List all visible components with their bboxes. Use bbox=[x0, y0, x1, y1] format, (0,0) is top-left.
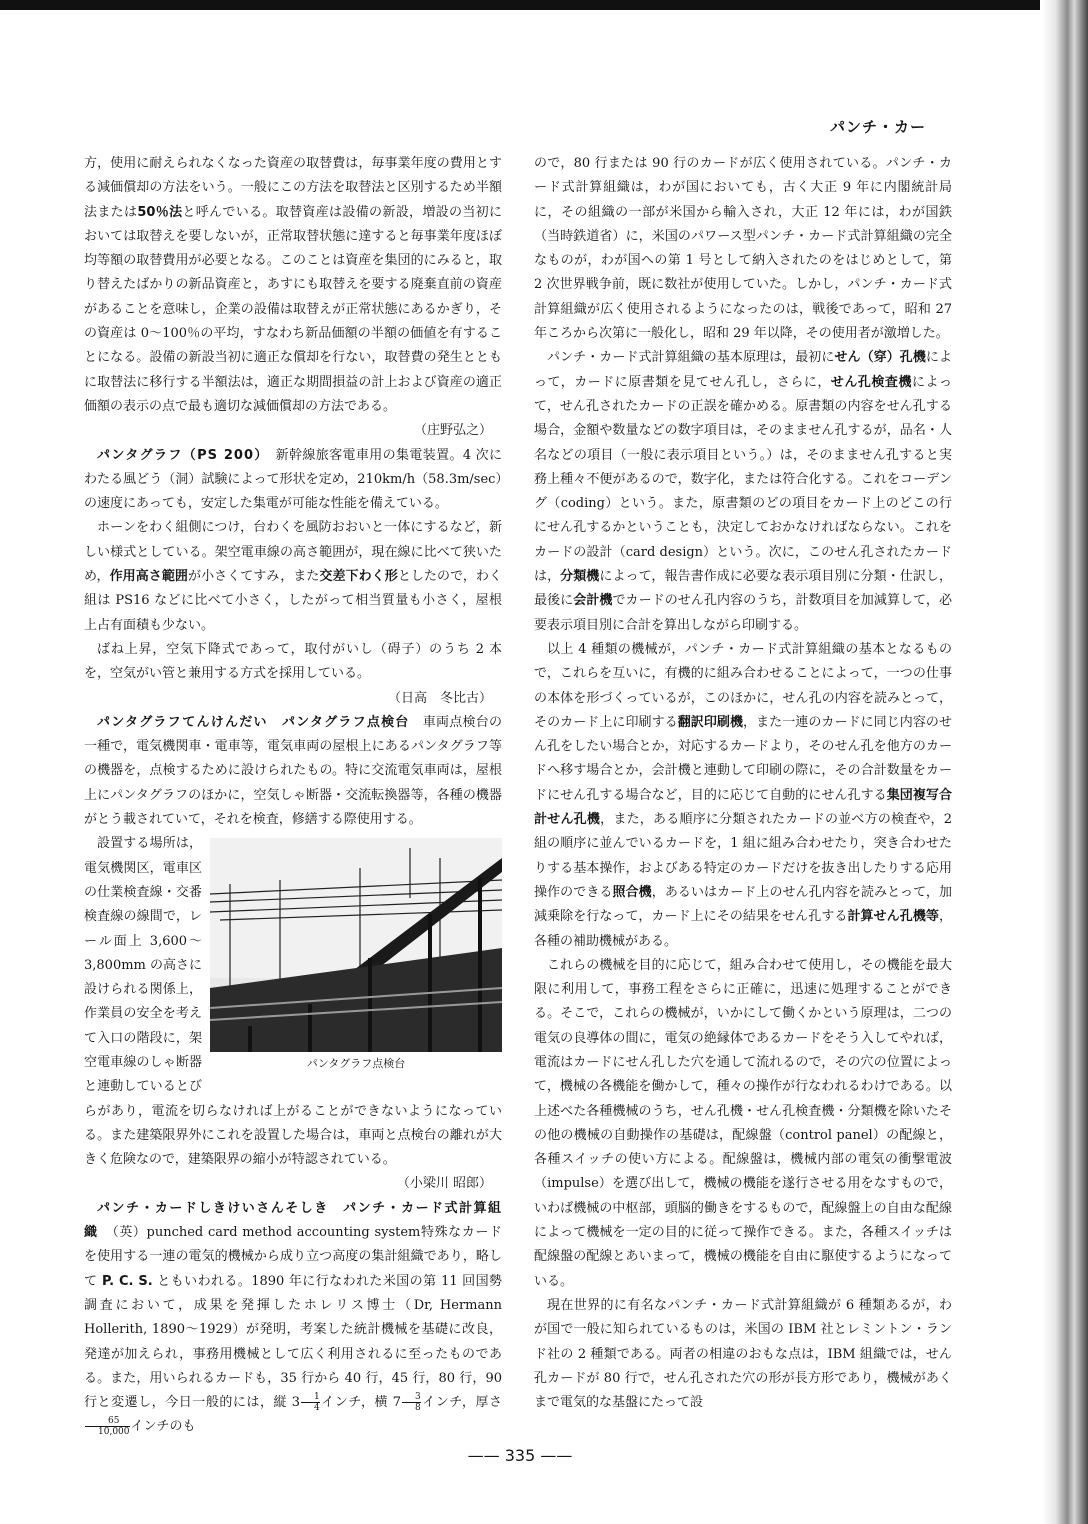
paragraph: ホーンをわく組側につけ，台わくを風防おおいと一体にするなど，新しい様式としている。架空電車線の高さ範囲が，現在線に比べて狭いため，作用高さ範囲が小さくてすみ，また交差下わく形としたので，わく組は PS16 などに比べて小さく，したがって相当質量も小さく，屋根上占有面積も少ない。 bbox=[84, 520, 502, 633]
paragraph: パンチ・カード式計算組織の基本原理は，最初にせん（穿）孔機によって，カードに原書類を見てせん孔し，さらに，せん孔検査機によって，せん孔されたカードの正誤を確かめる。原書類の内容をせん孔する場合，金額や数量などの数字項目は，そのまません孔するが，品名・人名などの項目（一般に表示項目という。）は，そのまません孔すると実務上種々不便があるので，数字化，または符合化する。これをコーデング（coding）という。また，原書類のどの項目をカード上のどこの行にせん孔するかということも，決定しておかなければならない。これをカードの設計（card design）という。次に，このせん孔されたカードは，分類機によって，報告書作成に必要な表示項目別に分類・仕訳し，最後に会計機でカードのせん孔内容のうち，計数項目を加減算して，必要表示項目別に合計を算出しながら印刷する。 bbox=[534, 350, 952, 633]
entry-headword: パンタグラフ（PS 200） bbox=[97, 447, 263, 463]
fraction: $\frac{1}{4}$ bbox=[301, 1392, 320, 1413]
author-signature: （小梁川 昭郎） bbox=[396, 1176, 492, 1192]
paragraph: ばね上昇，空気下降式であって，取付がいし（碍子）のうち 2 本を，空気がい管と兼用する方式を採用している。 bbox=[84, 641, 502, 682]
paragraph: 以上 4 種類の機械が，パンチ・カード式計算組織の基本となるもので，これらを互いに，有機的に組み合わせることによって，一つの仕事の本体を形づくっているが，このほかに，せん孔の内容を読みとって，そのカード上に印刷する翻訳印刷機，また一連のカードに同じ内容のせん孔をしたい場合とか，対応するカードより，そのせん孔を他方のカードへ移す場合とか，会計機と連動して印刷の際に，その合計数量をカードにせん孔する場合など，目的に応じて自動的にせん孔する集団複写合計せん孔機，また，ある順序に分類されたカードの並べ方の検査や，2 組の順序に並んでいるカードを，1 組に組み合わせたり，突き合わせたりする基本操作，およびある特定のカードだけを抜き出したりする応用操作のできる照合機，あるいはカード上のせん孔内容を読みとって，加減乗除を行なって，カード上にその結果をせん孔する計算せん孔機等，各種の補助機械がある。 bbox=[534, 641, 952, 949]
paragraph: 現在世界的に有名なパンチ・カード式計算組織が 6 種類あるが，わが国で一般に知られているものは，米国の IBM 社とレミントン・ランド社の 2 種類である。両者の相違のおもな点は，IBM 組織では，せん孔カードが 80 行で，せん孔された穴の形が長方形であり，機械があくまで電気的な基盤にたって設 bbox=[534, 1297, 952, 1411]
entry-headword: パンチ・カードしきけいさんそしき パンチ・カード式計算組織 bbox=[84, 1200, 502, 1241]
entry-pantograph: パンタグラフ（PS 200） 新幹線旅客電車用の集電装置。4 次にわたる風どう（洞）試験によって形状を定め，210km/h（58.3m/sec）の速度にあっても，安定した集電が可能な性能を備えている。 bbox=[84, 447, 502, 512]
figure-caption: パンタグラフ点検台 bbox=[306, 1057, 406, 1071]
entry-pantograph-inspection-platform: パンタグラフてんけんだい パンタグラフ点検台 車両点検台の一種で，電気機関車・電車等，電気車両の屋根上にあるパンタグラフ等の機器を，点検するために設けられたもの。特に交流電気車両は，屋根上にパンタグラフのほかに，空気しゃ断器・交流転換器等，各種の機器がとう載されていて，それを検査，修繕する際使用する。 bbox=[84, 714, 502, 828]
paragraph: 設置する場所は，電気機関区，電車区の仕業検査線・交番検査線の線間で，レール面上 3,600～3,800mm の高さに設けられる関係上，作業員の安全を考えて入口の階段に，架空電車線のしゃ断器と連動しているとびらがあり，電流を切らなければ上がることができないようになっている。また建築限界外にこれを設置した場合は，車両と点検台の離れが大きく危険なので，建築限界の縮小が特認されている。 bbox=[84, 836, 502, 1168]
left-column bbox=[84, 152, 502, 1440]
continuation-paragraph: 方，使用に耐えられなくなった資産の取替費は，毎事業年度の費用とする減価償却の方法をいう。一般にこの方法を取替法と区別するため半額法または50％法と呼んでいる。取替資産は設備の新設，増設の当初においては取替えを要しないが，正常取替状態に達すると毎事業年度ほぼ均等額の取替費用が必要となる。このことは資産を集団的にみると，取り替えたばかりの新品資産と，あすにも取替えを要する廃棄直前の資産があることを意味し，企業の設備は取替えが正常状態にあるかぎり，その資産は 0～100％の平均，すなわち新品価額の半額の価値を有することになる。設備の新設当初に適正な償却を行ない，取替費の発生とともに取替法に移行する半額法は，適正な期間損益の計上および資産の適正価額の表示の点で最も適切な減価償却の方法である。 bbox=[84, 156, 502, 414]
top-border bbox=[0, 0, 1040, 10]
running-head: パンチ・カー bbox=[830, 118, 927, 136]
author-signature: （庄野弘之） bbox=[413, 423, 492, 439]
figure-wrap bbox=[84, 832, 502, 1172]
figure bbox=[210, 838, 502, 1074]
entry-headword: パンタグラフてんけんだい パンタグラフ点検台 bbox=[97, 714, 410, 730]
author-signature: （日高 冬比古） bbox=[387, 690, 492, 706]
page-edge-shadow bbox=[1042, 0, 1088, 1524]
fraction: $\frac{65}{10,000}$ bbox=[85, 1416, 130, 1437]
paragraph: これらの機械を目的に応じて，組み合わせて使用し，その機能を最大限に利用して，事務工程をさらに正確に，迅速に処理することができる。そこで，これらの機械が，いかにして働くかという原理は，二つの電気の良導体の間に，電気の絶縁体であるカードをそう入してやれば，電流はカードにせん孔した穴を通して流れるので，その穴の位置によって，機械の各機能を働かして，種々の操作が行なわれるわけである。以上述べた各種機械のうち，せん孔機・せん孔検査機・分類機を除いたその他の機械の自動操作の基礎は，配線盤（control panel）の配線と，各種スイッチの使い方による。配線盤は，機械内部の電気の衝撃電波（impulse）を選び出して，機械の機能を遂行させる用をなすもので，いわば機械の中枢部，頭脳的働きをするもので，配線盤上の自由な配線によって機械を一定の目的に従って操作できる。また，各種スイッチは配線盤の配線とあいまって，機械の機能を自由に駆使するようになっている。 bbox=[534, 957, 952, 1289]
fraction: $\frac{3}{8}$ bbox=[402, 1392, 421, 1413]
entry-punch-card-system: パンチ・カードしきけいさんそしき パンチ・カード式計算組織 （英）punched card method accounting system特殊なカードを使用する一連の電気的機械から成り立つ高度の集計組織であり，略して P. C. S. ともいわれる。1890 年に行なわれた米国の第 11 回国勢調査において，成果を発揮したホレリス博士（Dr, Hermann Hollerith, 1890～1929）が発明，考案した統計機械を基礎に改良，発達が加えられ，事務用機械として広く利用されるに至ったものである。また，用いられるカードも，35 行から 40 行，45 行，80 行，90 行と変遷し，今日一般的には，縦 3 $\frac{1}{4}$ インチ，横 7 $\frac{3}{8}$ インチ，厚さ $\frac{65}{10,000}$ インチのも bbox=[84, 1200, 503, 1438]
platform-photo bbox=[210, 838, 502, 1052]
continuation-paragraph: ので，80 行または 90 行のカードが広く使用されている。パンチ・カード式計算組織は，わが国においても，古く大正 9 年に内閣統計局に，その組織の一部が米国から輸入され，大正 12 年には，わが国鉄（当時鉄道省）に，米国のパワース型パンチ・カード式計算組織の完全なものが，わが国への第 1 号として納入されたのをはじめとして，第 2 次世界戦争前，既に数社が使用していた。しかし，パンチ・カード式計算組織が広く使用されるようになったのは，戦後であって，昭和 27 年ころから次第に一般化し，昭和 29 年以降，その使用者が激増した。 bbox=[534, 156, 952, 342]
page-number: —— 335 —— bbox=[467, 1446, 573, 1465]
right-column bbox=[534, 152, 952, 1415]
